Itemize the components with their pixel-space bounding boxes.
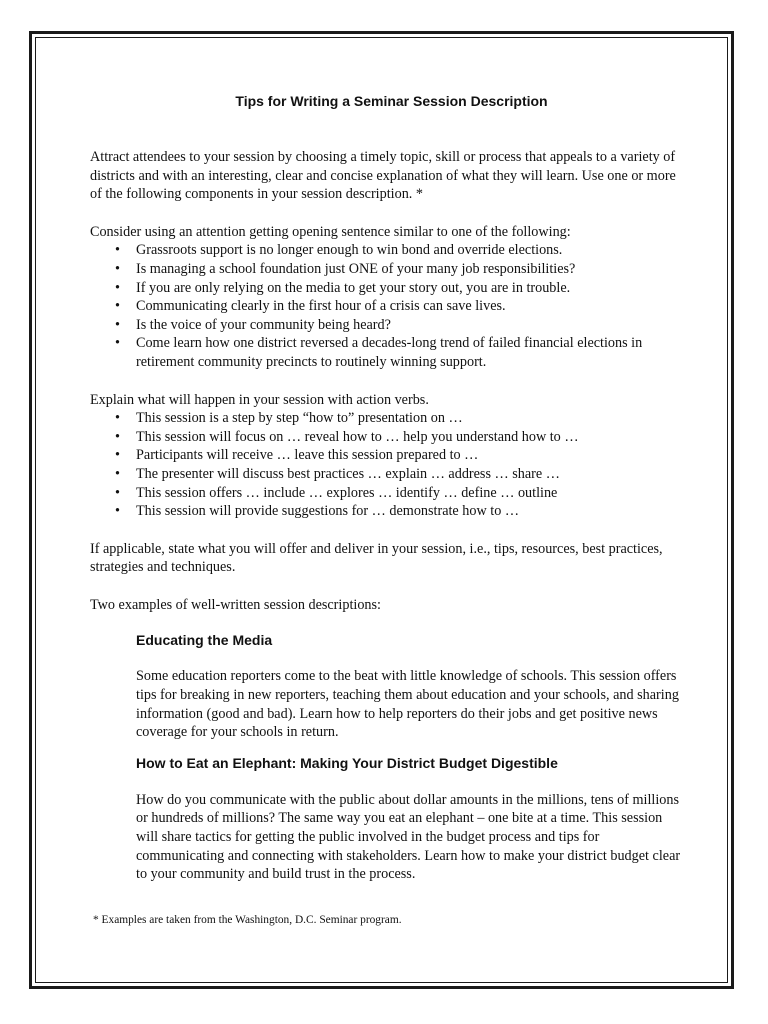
- opening-list: [90, 241, 685, 371]
- example-body: Some education reporters come to the beat with little knowledge of schools. This session offers tips for breaking in new reporters, teaching them about education and your schools, and sharing information (good and bad). Learn how to help reporters do their jobs and get positive news coverage for your schools in return.: [136, 668, 679, 741]
- list-item: • This session offers … include … explores … identify … define … outline: [136, 484, 685, 503]
- list-item: • If you are only relying on the media to get your story out, you are in trouble.: [136, 279, 685, 298]
- list-item: • This session will provide suggestions for … demonstrate how to …: [136, 502, 685, 521]
- list-item: • Grassroots support is no longer enough to win bond and override elections.: [136, 241, 685, 260]
- document-title: Tips for Writing a Seminar Session Description: [235, 93, 548, 109]
- example-body: How do you communicate with the public about dollar amounts in the millions, tens of millions or hundreds of millions? The same way you eat an elephant – one bite at a time. This session will share tactics for getting the public involved in the budget process and tips for communicating and connecting with stakeholders. Learn how to make your district budget clear to your community and build trust in the process.: [136, 791, 681, 883]
- actions-list: [90, 409, 685, 521]
- list-item: • Communicating clearly in the first hour of a crisis can save lives.: [136, 297, 685, 316]
- footnote: * Examples are taken from the Washington, D.C. Seminar program.: [93, 914, 402, 926]
- example-1: [90, 632, 685, 741]
- example-heading: Educating the Media: [136, 632, 273, 649]
- example-heading: How to Eat an Elephant: Making Your District Budget Digestible: [136, 754, 558, 771]
- examples-lead: Two examples of well-written session descriptions:: [90, 596, 381, 613]
- list-item: • This session will focus on … reveal how to … help you understand how to …: [136, 428, 685, 447]
- list-item: • Come learn how one district reversed a decades-long trend of failed financial elections in retirement community precincts to routinely winning support.: [136, 334, 685, 371]
- list-item: • The presenter will discuss best practices … explain … address … share …: [136, 465, 685, 484]
- offer-paragraph: If applicable, state what you will offer and deliver in your session, i.e., tips, resources, best practices, strategies and techniques.: [90, 540, 663, 576]
- intro-paragraph: Attract attendees to your session by choosing a timely topic, skill or process that appeals to a variety of districts and with an interesting, clear and concise explanation of what they will learn. Use one or more of the following components in your session description. *: [90, 149, 676, 203]
- list-item: • Participants will receive … leave this session prepared to …: [136, 446, 685, 465]
- document-body: [90, 93, 685, 884]
- opening-lead: Consider using an attention getting opening sentence similar to one of the following:: [90, 223, 571, 240]
- example-2: [90, 755, 685, 884]
- list-item: • Is managing a school foundation just ONE of your many job responsibilities?: [136, 260, 685, 279]
- actions-lead: Explain what will happen in your session with action verbs.: [90, 391, 429, 408]
- list-item: • This session is a step by step “how to” presentation on …: [136, 409, 685, 428]
- list-item: • Is the voice of your community being heard?: [136, 316, 685, 335]
